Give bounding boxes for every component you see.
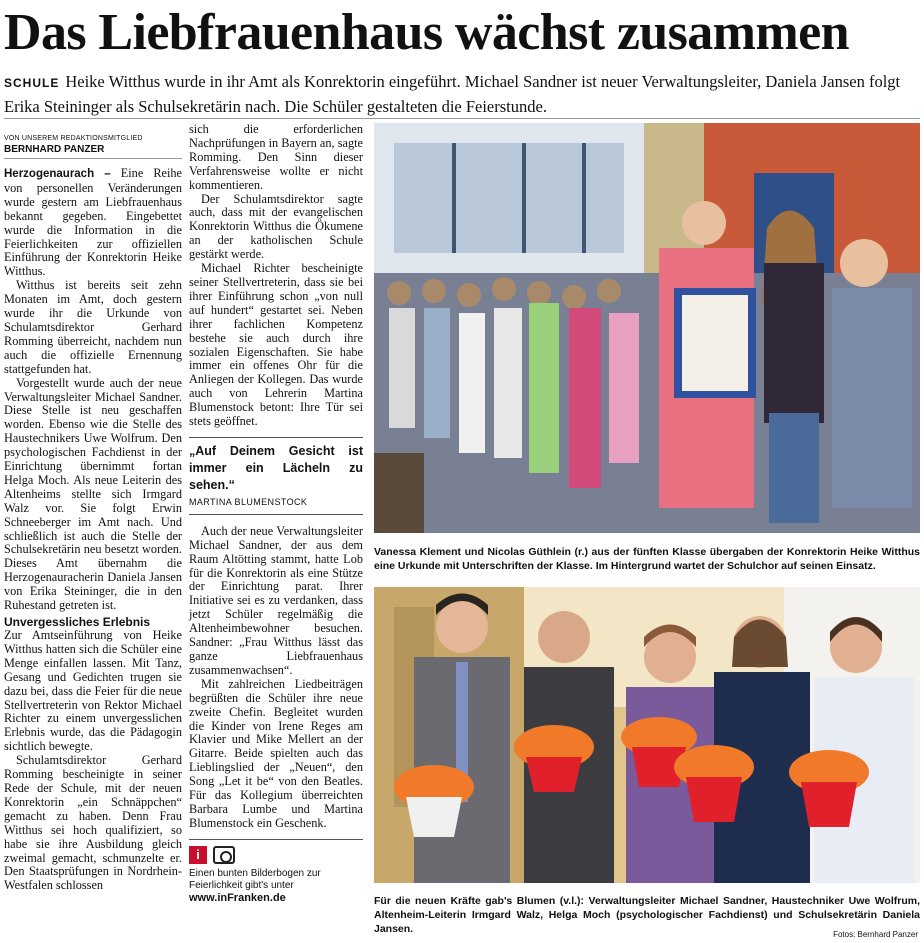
quote-author: MARTINA BLUMENSTOCK	[189, 496, 308, 507]
info-icon: i	[189, 846, 207, 864]
photo-school-ceremony	[374, 123, 920, 533]
paragraph: Michael Richter bescheinigte seiner Stellvertreterin, dass sie bei ihrer Einführung schon „von null auf hundert“ gestartet sei. Neben ihrer fachlichen Kompetenz bestehe sie auch durch ihre sozialen Eigenschaften. Sie habe immer ein offenes Ohr für die Anliegen der Kollegen. Das wurde auch von Lehrerin Martina Blumenstock betont: Ihre Tür sei stets geöffnet.	[189, 261, 363, 429]
photo-caption-2: Für die neuen Kräfte gab's Blumen (v.l.): Verwaltungsleiter Michael Sandner, Haustechniker Uwe Wolfrum, Altenheim-Leiterin Irmgard Walz, Helga Moch (psychologischer Fachdienst) und Schulsekretärin Daniela Jansen.	[374, 895, 920, 935]
article-column-2	[189, 123, 363, 906]
section-kicker: SCHULE	[4, 76, 60, 90]
lead-divider	[4, 118, 920, 119]
info-icons	[189, 846, 363, 864]
photo-credit: Fotos: Bernhard Panzer	[833, 930, 918, 939]
paragraph: Auch der neue Verwaltungsleiter Michael Sandner, der aus dem Raum Altötting stammt, hatte Lob für die Konrektorin als eine Stütze der Einrichtung parat. Ihrer Initiative sei es zu verdanken, dass jetzt Schüler regelmäßig die Altenheimbewohner besuchen. Sandner: „Frau Witthus lässt das ganze Liebfrauenhaus zusammenwachsen“.	[189, 523, 363, 677]
paragraph: Der Schulamtsdirektor sagte auch, dass mit der evangelischen Konrektorin Witthus die Ökumene an der katholischen Schule gestärkt werde.	[189, 191, 363, 262]
paragraph: Vorgestellt wurde auch der neue Verwaltungsleiter Michael Sandner. Diese Stelle ist neu geschaffen worden. Ebenso wie die Stelle des Haustechnikers Uwe Wolfrum. Den psychologischen Fachdienst in der Einrichtung übernimmt fortan Helga Moch. Als neue Leiterin des Altenheims stellte sich Irmgard Walz vor. Sie folgt Erwin Schneeberger im Amt nach. Und schließlich ist auch die Stelle der Schulsekretärin neu besetzt worden. Dieses Amt übernahm die Herzogenauracherin Daniela Jansen von Erika Steininger, die in den Ruhestand getreten ist.	[4, 375, 182, 613]
photo-new-staff-flowers	[374, 587, 920, 883]
subheading: Unvergessliches Erlebnis	[4, 615, 151, 629]
info-box	[189, 839, 363, 906]
pull-quote	[189, 437, 363, 515]
lead-paragraph	[4, 70, 920, 118]
paragraph: sich die erforderlichen Nachprüfungen in Bayern an, sagte Romming. Den Sinn dieser Verfahrensweise wollte er nicht kommentieren.	[189, 122, 363, 192]
quote-text: „Auf Deinem Gesicht ist immer ein Lächeln zu sehen.“	[189, 443, 363, 492]
info-text: Einen bunten Bilderbogen zur Feierlichkeit gibt's unter	[189, 867, 321, 891]
camera-icon	[213, 846, 235, 864]
photo-caption-1: Vanessa Klement und Nicolas Güthlein (r.) aus der fünften Klasse übergaben der Konrektorin Heike Witthus eine Urkunde mit Unterschriften der Klasse. Im Hintergrund wartet der Schulchor auf seinen Einsatz.	[374, 546, 920, 572]
info-link[interactable]: www.inFranken.de	[189, 891, 286, 904]
headline: Das Liebfrauenhaus wächst zusammen	[4, 4, 849, 61]
dateline: Herzogenaurach –	[4, 168, 111, 180]
paragraph: Witthus ist bereits seit zehn Monaten im Amt, doch gestern wurde ihr die Urkunde von Schulamtsdirektor Gerhard Romming überreicht, nachdem nun auch die offizielle Ernennung stattgefunden hat.	[4, 278, 182, 376]
paragraph: Herzogenaurach – Eine Reihe von personellen Veränderungen wurde gestern am Liebfrauenhaus bekannt gegeben. Eingebettet wurde die Information in die Feierlichkeiten zur offiziellen Einführung der Konrektorin Heike Witthus.	[4, 166, 183, 279]
paragraph: Zur Amtseinführung von Heike Witthus hatten sich die Schüler eine Menge einfallen lassen. Mit Tanz, Gesang und Gedichten trugen sie dazu bei, dass die Feier für die neue Stellvertreterin von Rektor Michael Richter zu einem unvergesslichen Erlebnis wurde, das die Pädagogin sichtlich bewegte.	[4, 628, 182, 754]
lead-text: Heike Witthus wurde in ihr Amt als Konrektorin eingeführt. Michael Sandner ist neuer Verwaltungsleiter, Daniela Jansen folgt Erika Steininger als Schulsekretärin nach. Die Schüler gestalteten die Feierstunde.	[4, 72, 901, 116]
article-column-1	[4, 134, 182, 893]
byline-label: VON UNSEREM REDAKTIONSMITGLIED	[4, 135, 143, 142]
paragraph: Mit zahlreichen Liedbeiträgen begrüßten die Schüler ihre neue zweite Chefin. Begleitet wurden die Kinder von Irene Reges am Klavier und Mike Mellert an der Gitarre. Beide spielten auch das Lieblingslied der „Neuen“, den Song „Let it be“ von den Beatles. Für das Kollegium überreichten Barbara Lumbe und Martina Blumenstock ein Geschenk.	[189, 676, 363, 830]
byline-author: BERNHARD PANZER	[4, 143, 182, 159]
paragraph: Schulamtsdirektor Gerhard Romming bescheinigte in seiner Rede der Schule, mit der neuen Konrektorin „ein Schnäppchen“ gemacht zu haben. Denn Frau Witthus sei hoch qualifiziert, so habe sie ihre Ausbildung gleich zweimal gemacht, schmunzelte er. Den Staatsprüfungen in Nordrhein-Westfalen schlossen	[4, 753, 182, 893]
